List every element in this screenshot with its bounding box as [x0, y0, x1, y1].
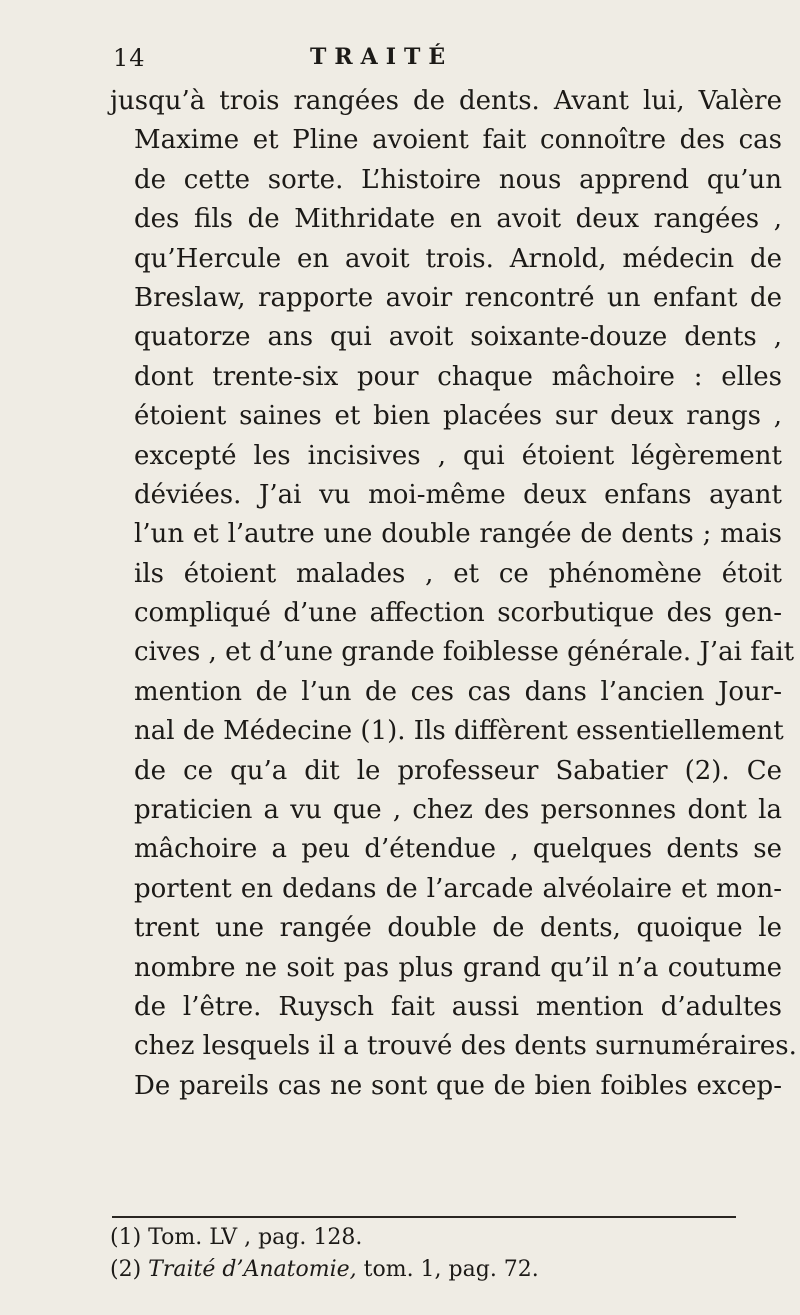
footnote-2 [110, 1254, 670, 1286]
running-title: TRAITÉ [310, 44, 454, 70]
footnote-text: Tom. LV , pag. 128. [148, 1225, 363, 1250]
text-line: ils étoient malades , et ce phénomène étoit [134, 558, 782, 589]
footnotes [110, 1222, 670, 1286]
text-line: dont trente-six pour chaque mâchoire : elles [134, 361, 782, 392]
text-line: excepté les incisives , qui étoient légèrement [134, 440, 782, 471]
text-line: nal de Médecine (1). Ils diffèrent essentiellement [134, 716, 784, 747]
text-line: chez lesquels il a trouvé des dents surnuméraires. [134, 1031, 797, 1062]
footnote-divider [112, 1216, 736, 1218]
text-line: portent en dedans de l’arcade alvéolaire et mon- [134, 873, 782, 904]
page-header [0, 44, 800, 74]
text-line: cives , et d’une grande foiblesse générale. J’ai fait [134, 637, 795, 668]
text-line: des fils de Mithridate en avoit deux rangées , [134, 204, 782, 235]
text-line: praticien a vu que , chez des personnes dont la [134, 795, 782, 826]
text-line: trent une rangée double de dents, quoique le [134, 913, 782, 944]
page-number: 14 [113, 44, 146, 72]
text-line: compliqué d’une affection scorbutique des gen- [134, 598, 782, 629]
body-text [110, 82, 797, 1106]
text-line: de ce qu’a dit le professeur Sabatier (2). Ce [134, 755, 782, 786]
text-line: l’un et l’autre une double rangée de dents ; mais [134, 519, 782, 550]
text-line: mention de l’un de ces cas dans l’ancien Jour- [134, 676, 782, 707]
text-line: étoient saines et bien placées sur deux rangs , [134, 401, 782, 432]
footnote-marker: (1) [110, 1225, 142, 1250]
text-line: déviées. J’ai vu moi-même deux enfans ayant [134, 479, 782, 510]
text-line: quatorze ans qui avoit soixante-douze dents , [134, 322, 782, 353]
text-line: jusqu’à trois rangées de dents. Avant lui, Valère [110, 86, 782, 116]
footnote-text: tom. 1, pag. 72. [363, 1257, 539, 1282]
text-line: qu’Hercule en avoit trois. Arnold, médecin de [134, 243, 782, 274]
text-line: Breslaw, rapporte avoir rencontré un enfant de [134, 282, 782, 313]
footnote-marker: (2) [110, 1257, 142, 1282]
text-line: mâchoire a peu d’étendue , quelques dents se [134, 834, 782, 865]
text-line: de l’être. Ruysch fait aussi mention d’adultes [134, 991, 782, 1022]
footnote-title: Traité d’Anatomie, [148, 1257, 357, 1282]
text-line: De pareils cas ne sont que de bien foibles excep- [134, 1070, 782, 1101]
text-line: nombre ne soit pas plus grand qu’il n’a coutume [134, 952, 782, 983]
text-line: de cette sorte. L’histoire nous apprend qu’un [134, 164, 782, 195]
footnote-1 [110, 1222, 670, 1254]
text-line: Maxime et Pline avoient fait connoître des cas [134, 125, 782, 156]
